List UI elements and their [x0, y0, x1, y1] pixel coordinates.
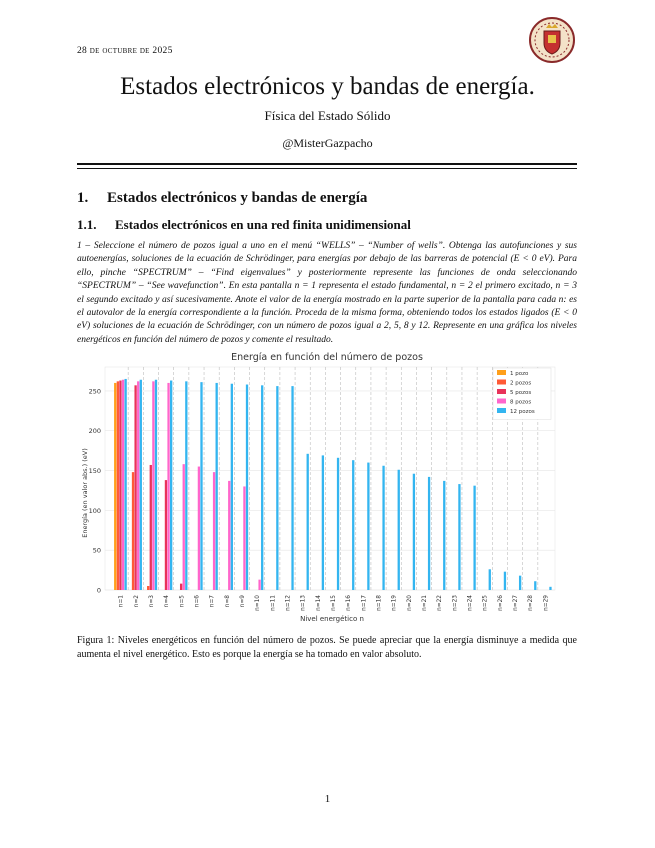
x-tick-label: n=2	[133, 595, 140, 608]
x-tick-label: n=26	[497, 595, 504, 611]
page-number: 1	[324, 793, 331, 805]
bar-8-pozos-n=10	[258, 580, 260, 590]
bar-12-pozos-n=25	[489, 569, 491, 590]
x-tick-label: n=8	[224, 595, 231, 608]
title-rule-thin	[77, 168, 577, 169]
document-title: Estados electrónicos y bandas de energía.	[120, 73, 535, 100]
y-tick-label: 250	[88, 387, 101, 396]
bar-12-pozos-n=15	[337, 458, 339, 590]
document-subtitle: Física del Estado Sólido	[264, 108, 391, 123]
legend-swatch	[497, 399, 506, 404]
bar-12-pozos-n=12	[291, 386, 293, 590]
bar-12-pozos-n=5	[185, 381, 187, 590]
energy-bar-chart	[77, 345, 577, 630]
bar-12-pozos-n=29	[549, 587, 551, 590]
x-tick-label: n=28	[528, 595, 535, 611]
x-tick-label: n=3	[148, 595, 155, 608]
bar-2-pozos-n=2	[132, 472, 134, 590]
bar-12-pozos-n=24	[473, 486, 475, 590]
bar-8-pozos-n=8	[228, 481, 230, 590]
x-tick-label: n=18	[376, 595, 383, 611]
bar-12-pozos-n=22	[443, 481, 445, 590]
bar-5-pozos-n=1	[119, 381, 121, 590]
subsection-number: 1.1.	[77, 217, 97, 232]
x-tick-label: n=10	[255, 595, 262, 611]
y-tick-label: 100	[88, 506, 101, 515]
exercise-paragraph: 1 – Seleccione el número de pozos igual a uno en el menú “WELLS” – “Number of wells”. Obtenga las autofunciones y sus autoenergías, soluciones de la ecuación de Schrödinger, para energías por debajo de las barreras de potencial (E < 0 eV). Para ello, pinche “SPECTRUM” – “Find eigenvalues” y posteriormente represente las funciones de onda seleccionando “SPECTRUM” – “See wavefunction”. En esta pantalla n = 1 representa el estado fundamental, n = 2 el primero excitado, n = 3 el segundo excitado y así sucesivamente. Anote el valor de la energía mostrado en la parte superior de la pantalla para cada n: es el autovalor de la energía correspondiente a la función. Proceda de la misma forma, obteniendo todos los estados ligados (E < 0 eV) soluciones de la ecuación de Schrödinger, con un número de pozos igual a 2, 5, 8 y 12. Represente en una gráfica los niveles energéticos en función del número de pozos y comente el resultado.	[77, 241, 577, 345]
bar-8-pozos-n=6	[198, 467, 200, 590]
bar-12-pozos-n=8	[231, 384, 233, 590]
legend-swatch	[497, 380, 506, 385]
x-tick-label: n=11	[270, 595, 277, 611]
y-tick-label: 50	[92, 546, 101, 555]
x-tick-label: n=20	[406, 595, 413, 611]
bar-5-pozos-n=4	[165, 480, 167, 590]
document-date: 28 de octubre de 2025	[77, 46, 173, 56]
bar-8-pozos-n=5	[183, 464, 185, 590]
bar-12-pozos-n=27	[519, 576, 521, 590]
y-tick-label: 150	[88, 467, 101, 476]
bar-12-pozos-n=10	[261, 385, 263, 590]
x-tick-label: n=14	[315, 595, 322, 611]
x-tick-label: n=7	[209, 595, 216, 608]
legend-label: 12 pozos	[510, 409, 535, 415]
x-tick-label: n=16	[346, 595, 353, 611]
bar-8-pozos-n=1	[122, 380, 124, 590]
section-title: Estados electrónicos y bandas de energía	[107, 190, 368, 206]
figure-caption: Figura 1: Niveles energéticos en función del número de pozos. Se puede apreciar que la energía disminuye a medida que aumenta el nivel energético. Esto es porque la energía se ha tomado en valor absoluto.	[77, 635, 577, 660]
legend-swatch	[497, 370, 506, 375]
bar-12-pozos-n=13	[307, 454, 309, 590]
x-tick-label: n=12	[285, 595, 292, 611]
y-tick-label: 200	[88, 427, 101, 436]
x-tick-label: n=4	[164, 595, 171, 608]
x-tick-label: n=6	[194, 595, 201, 608]
bar-5-pozos-n=2	[134, 385, 136, 590]
bar-2-pozos-n=1	[117, 381, 119, 590]
university-seal-icon	[528, 16, 576, 64]
bar-12-pozos-n=23	[458, 484, 460, 590]
bar-12-pozos-n=2	[140, 380, 142, 590]
bar-8-pozos-n=4	[167, 383, 169, 590]
bar-5-pozos-n=5	[180, 584, 182, 590]
x-tick-label: n=21	[422, 595, 429, 611]
bar-12-pozos-n=21	[428, 477, 430, 590]
legend-swatch	[497, 389, 506, 394]
x-axis-label: Nivel energético n	[300, 615, 364, 623]
section-heading	[77, 190, 367, 207]
x-tick-label: n=27	[513, 595, 520, 611]
x-tick-label: n=9	[239, 595, 246, 608]
legend-label: 5 pozos	[510, 390, 532, 396]
y-axis-label: Energía (en valor abs.) (eV)	[81, 448, 89, 538]
bar-12-pozos-n=16	[352, 460, 354, 590]
bar-1-pozo-n=1	[114, 383, 116, 590]
legend-label: 2 pozos	[510, 380, 532, 387]
bar-5-pozos-n=3	[150, 465, 152, 590]
subsection-title: Estados electrónicos en una red finita unidimensional	[115, 217, 411, 232]
x-tick-label: n=15	[331, 595, 337, 611]
bar-2-pozos-n=3	[147, 586, 149, 590]
y-tick-label: 0	[96, 586, 101, 595]
bar-8-pozos-n=9	[243, 486, 245, 590]
bar-12-pozos-n=6	[200, 382, 202, 590]
bar-8-pozos-n=7	[213, 472, 215, 590]
legend-label: 1 pozo	[510, 371, 529, 377]
bar-12-pozos-n=26	[504, 572, 506, 590]
bar-12-pozos-n=11	[276, 386, 278, 590]
x-tick-label: n=13	[300, 595, 307, 611]
x-tick-label: n=29	[543, 595, 550, 611]
x-tick-label: n=1	[118, 595, 125, 608]
bar-8-pozos-n=3	[152, 381, 154, 590]
bar-12-pozos-n=3	[155, 380, 157, 590]
plot-area	[105, 367, 555, 590]
bar-12-pozos-n=9	[246, 385, 248, 590]
title-rule-thick	[77, 163, 577, 165]
bar-12-pozos-n=20	[413, 474, 415, 590]
legend-swatch	[497, 408, 506, 413]
x-tick-label: n=23	[452, 595, 459, 611]
x-tick-label: n=5	[179, 595, 186, 608]
chart-title: Energía en función del número de pozos	[231, 352, 423, 363]
bar-12-pozos-n=14	[322, 455, 324, 590]
x-tick-label: n=22	[437, 595, 444, 611]
bar-12-pozos-n=7	[216, 383, 218, 590]
bar-12-pozos-n=4	[170, 381, 172, 590]
document-author: @MisterGazpacho	[282, 136, 373, 150]
x-tick-label: n=19	[391, 595, 398, 611]
bar-12-pozos-n=17	[367, 463, 369, 590]
subsection-heading	[77, 217, 411, 233]
section-number: 1.	[77, 190, 89, 206]
bar-12-pozos-n=19	[398, 470, 400, 590]
bar-12-pozos-n=18	[382, 466, 384, 590]
legend-label: 8 pozos	[510, 399, 532, 406]
x-tick-label: n=17	[361, 595, 368, 611]
bar-12-pozos-n=28	[534, 581, 536, 590]
x-tick-label: n=25	[482, 595, 489, 611]
x-tick-label: n=24	[467, 595, 474, 611]
bar-12-pozos-n=1	[124, 379, 126, 590]
bar-8-pozos-n=2	[137, 381, 139, 590]
